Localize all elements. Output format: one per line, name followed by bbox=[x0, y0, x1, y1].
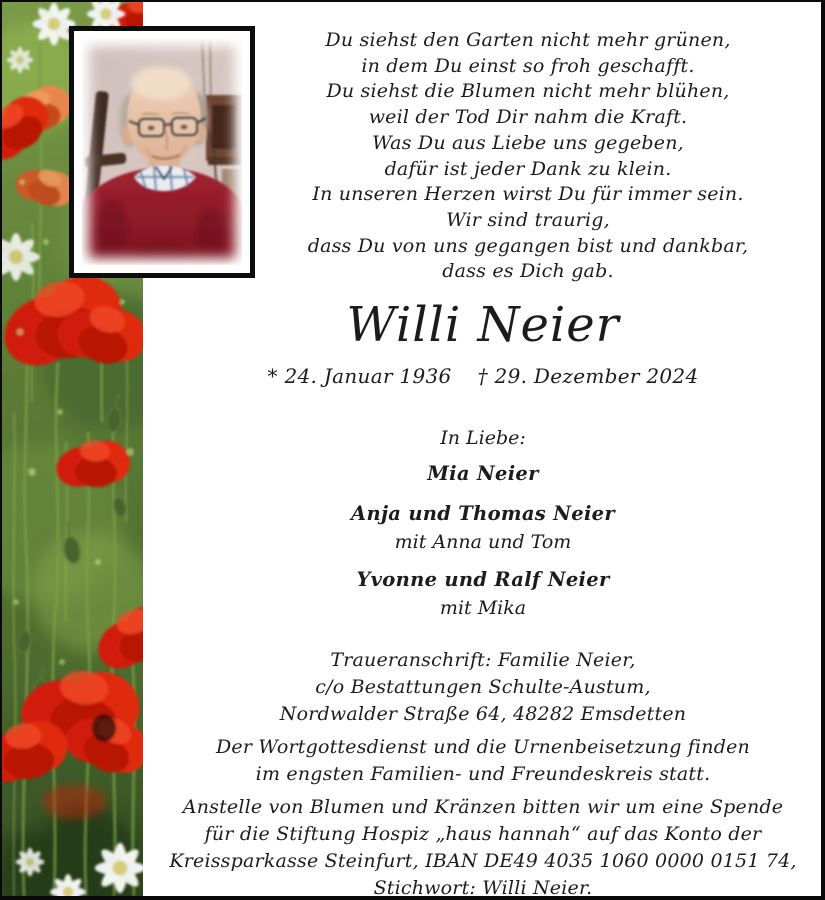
poem-line: in dem Du einst so froh geschafft. bbox=[361, 54, 695, 77]
family-entry-names: Yvonne und Ralf Neier bbox=[356, 568, 610, 592]
donation-line: Anstelle von Blumen und Kränzen bitten wir um eine Spende bbox=[182, 796, 784, 819]
poem-line: dafür ist jeder Dank zu klein. bbox=[384, 157, 672, 180]
family-entry-names: Mia Neier bbox=[427, 462, 539, 486]
poem-line: In unseren Herzen wirst Du für immer sein. bbox=[312, 183, 744, 206]
service-line: Der Wortgottesdienst und die Urnenbeisetzung finden bbox=[215, 736, 750, 759]
address-line: Traueranschrift: Familie Neier, bbox=[330, 649, 636, 672]
life-dates bbox=[143, 363, 823, 389]
poem-line: dass es Dich gab. bbox=[442, 260, 614, 283]
poem-line: Was Du aus Liebe uns gegeben, bbox=[372, 131, 684, 154]
donation-notice bbox=[143, 794, 823, 900]
portrait-frame bbox=[69, 26, 255, 278]
birth-date: * 24. Januar 1936 bbox=[267, 364, 452, 389]
service-notice bbox=[143, 734, 823, 788]
address-line: Nordwalder Straße 64, 48282 Emsdetten bbox=[279, 703, 687, 726]
poem-line: Wir sind traurig, bbox=[446, 208, 610, 231]
memorial-poem bbox=[188, 28, 825, 285]
family-entry-names: Anja und Thomas Neier bbox=[351, 502, 615, 526]
deceased-name: Willi Neier bbox=[346, 297, 620, 354]
family-entry-with: mit Mika bbox=[439, 597, 527, 620]
donation-line: Kreissparkasse Steinfurt, IBAN DE49 4035 1060 0000 0151 74, bbox=[169, 850, 797, 873]
mourning-address bbox=[143, 647, 823, 728]
family-entry-with: mit Anna und Tom bbox=[394, 531, 572, 554]
address-line: c/o Bestattungen Schulte-Austum, bbox=[315, 676, 651, 699]
service-line: im engsten Familien- und Freundeskreis statt. bbox=[255, 763, 711, 786]
portrait-photo bbox=[82, 39, 242, 265]
portrait-art bbox=[82, 39, 242, 265]
in-love-label: In Liebe: bbox=[440, 427, 526, 450]
poem-line: Du siehst die Blumen nicht mehr blühen, bbox=[326, 80, 730, 103]
poem-line: dass Du von uns gegangen bist und dankbar, bbox=[307, 234, 749, 257]
death-date: † 29. Dezember 2024 bbox=[477, 364, 699, 389]
poem-line: Du siehst den Garten nicht mehr grünen, bbox=[325, 29, 731, 51]
donation-line: für die Stiftung Hospiz „haus hannah“ auf das Konto der bbox=[204, 823, 762, 846]
poem-line: weil der Tod Dir nahm die Kraft. bbox=[368, 106, 688, 129]
donation-line: Stichwort: Willi Neier. bbox=[373, 877, 593, 900]
